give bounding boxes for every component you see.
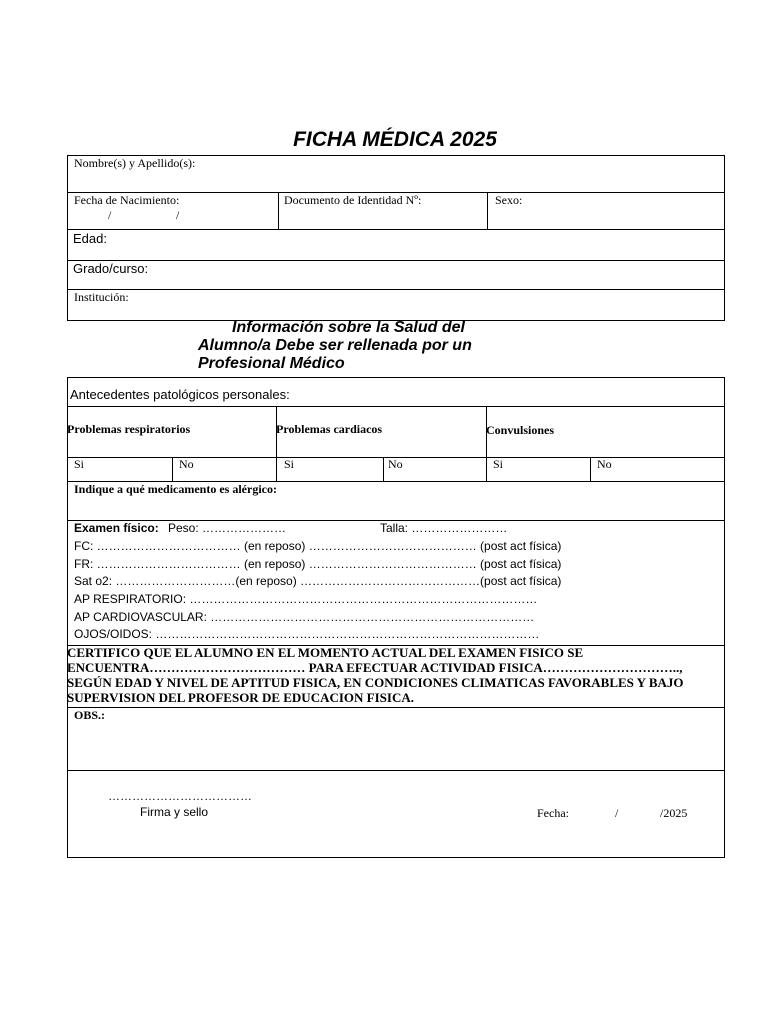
divider bbox=[67, 289, 725, 290]
eyes-ears-field[interactable]: OJOS/OIDOS: …………………………………………………………………………………… bbox=[74, 627, 540, 641]
heading-line: Profesional Médico bbox=[198, 355, 345, 372]
divider bbox=[172, 457, 173, 481]
name-field-label[interactable]: Nombre(s) y Apellido(s): bbox=[74, 156, 196, 170]
respiratory-no-option[interactable]: No bbox=[179, 457, 194, 471]
certification-statement bbox=[67, 645, 727, 705]
certification-line: CERTIFICO QUE EL ALUMNO EN EL MOMENTO ACTUAL DEL EXAMEN FISICO SE bbox=[67, 645, 584, 660]
cardiac-yes-option[interactable]: Si bbox=[284, 457, 295, 471]
heading-line: Información sobre la Salud del bbox=[232, 319, 465, 336]
divider bbox=[487, 192, 488, 229]
weight-field[interactable]: Peso: ………………… bbox=[168, 521, 287, 535]
divider bbox=[67, 229, 725, 230]
divider bbox=[67, 770, 725, 771]
date-year: /2025 bbox=[660, 806, 688, 820]
divider bbox=[590, 457, 591, 481]
health-info-heading bbox=[198, 319, 538, 373]
student-info-table bbox=[67, 155, 725, 321]
convulsions-label: Convulsiones bbox=[486, 423, 555, 437]
exam-label: Examen físico: bbox=[74, 521, 159, 535]
cardiac-problems-label: Problemas cardiacos bbox=[276, 422, 383, 436]
birth-date-separator: / bbox=[108, 208, 112, 222]
institution-field-label[interactable]: Institución: bbox=[74, 290, 129, 304]
date-label: Fecha: bbox=[537, 806, 569, 820]
certification-line: SUPERVISION DEL PROFESOR DE EDUCACION FISICA. bbox=[67, 690, 414, 705]
respiratory-rate-field[interactable]: FR: ……………………………… (en reposo) …………………………………… (post act física) bbox=[74, 557, 562, 571]
heart-rate-field[interactable]: FC: ……………………………… (en reposo) …………………………………… (post act física) bbox=[74, 539, 562, 553]
divider bbox=[486, 406, 487, 481]
certification-line: ENCUENTRA……………………………… PARA EFECTUAR ACTIVIDAD FISICA………………………….., bbox=[67, 660, 683, 675]
sex-field-label[interactable]: Sexo: bbox=[495, 193, 523, 207]
respiratory-problems-label: Problemas respiratorios bbox=[67, 422, 191, 436]
divider bbox=[383, 457, 384, 481]
divider bbox=[67, 406, 725, 407]
divider bbox=[67, 260, 725, 261]
observations-label[interactable]: OBS.: bbox=[74, 708, 106, 722]
signature-line[interactable]: ……………………………… bbox=[108, 789, 252, 803]
certification-line: SEGÚN EDAD Y NIVEL DE APTITUD FISICA, EN CONDICIONES CLIMATICAS FAVORABLES Y BAJO bbox=[67, 675, 684, 690]
divider bbox=[278, 192, 279, 229]
page-title: FICHA MÉDICA 2025 bbox=[293, 128, 497, 151]
divider bbox=[276, 406, 277, 481]
divider bbox=[67, 707, 725, 708]
respiratory-yes-option[interactable]: Si bbox=[74, 457, 85, 471]
birth-date-field-label[interactable]: Fecha de Nacimiento: bbox=[74, 193, 180, 207]
convulsions-no-option[interactable]: No bbox=[597, 457, 612, 471]
birth-date-separator: / bbox=[176, 208, 180, 222]
allergy-field-label[interactable]: Indique a qué medicamento es alérgico: bbox=[74, 482, 277, 496]
convulsions-yes-option[interactable]: Si bbox=[493, 457, 504, 471]
ap-respiratory-field[interactable]: AP RESPIRATORIO: …………………………………………………………………………… bbox=[74, 592, 538, 606]
date-separator: / bbox=[615, 806, 619, 820]
age-field-label[interactable]: Edad: bbox=[73, 231, 107, 246]
document-field-label[interactable]: Documento de Identidad Nº: bbox=[284, 193, 422, 207]
height-field[interactable]: Talla: …………………… bbox=[380, 521, 508, 535]
signature-label: Firma y sello bbox=[140, 805, 209, 819]
heading-line: Alumno/a Debe ser rellenada por un bbox=[198, 337, 472, 354]
cardiac-no-option[interactable]: No bbox=[388, 457, 403, 471]
ap-cardiovascular-field[interactable]: AP CARDIOVASCULAR: ……………………………………………………………………… bbox=[74, 610, 535, 624]
oxygen-saturation-field[interactable]: Sat o2: …………………………(en reposo) ………………………………………(post act física) bbox=[74, 574, 562, 588]
grade-field-label[interactable]: Grado/curso: bbox=[73, 261, 149, 276]
antecedents-label: Antecedentes patológicos personales: bbox=[70, 387, 290, 402]
